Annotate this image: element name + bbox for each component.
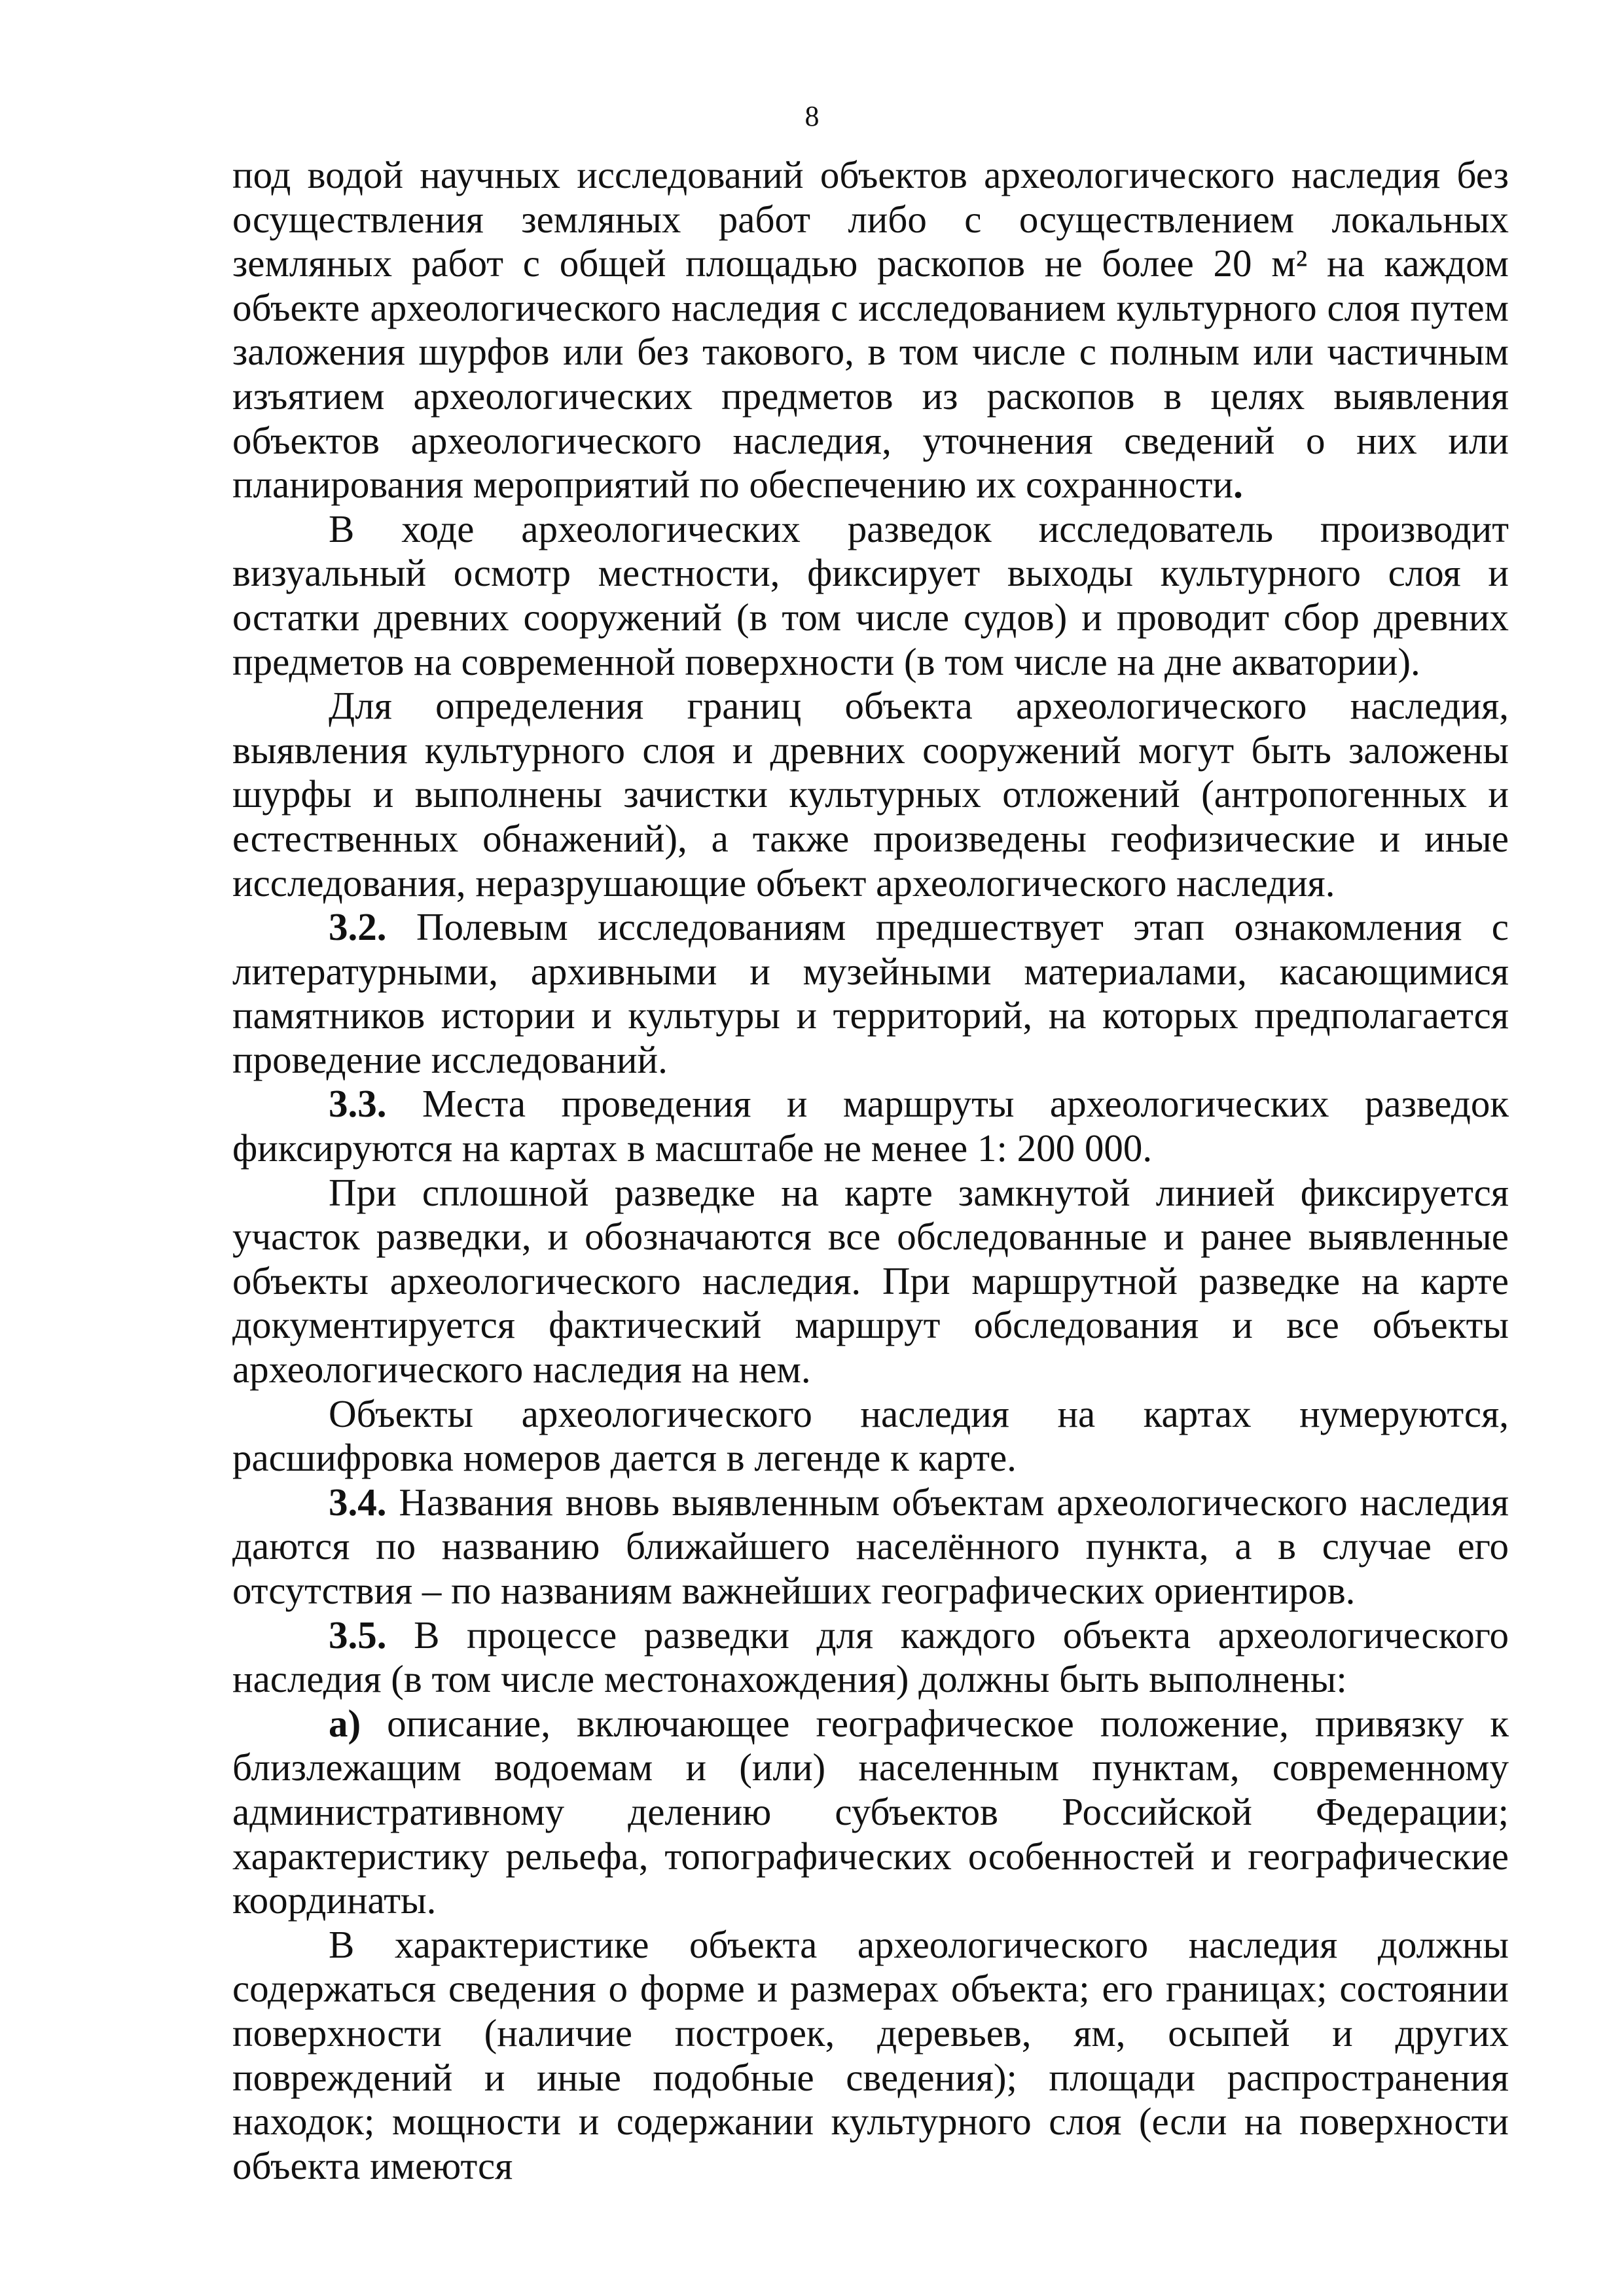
bold-text-run: . (1233, 463, 1243, 507)
paragraph (232, 1171, 1509, 1392)
text-run: В характеристике объекта археологического наследия должны содержаться сведения о форме и размерах объекта; его границах; состоянии поверхности (наличие построек, деревьев, ям, осыпей и других повреждений и иные подобные сведения); площади распространения находок; мощности и содержании культурного слоя (если на поверхности объекта имеются (232, 1922, 1509, 2187)
bold-text-run: 3.3. (329, 1082, 387, 1126)
bold-text-run: 3.5. (329, 1613, 387, 1657)
paragraph (232, 1702, 1509, 1923)
paragraph (232, 507, 1509, 684)
paragraph (232, 1082, 1509, 1170)
paragraph (232, 684, 1509, 905)
paragraph (232, 905, 1509, 1082)
bold-text-run: 3.2. (329, 905, 387, 949)
text-run: Полевым исследованиям предшествует этап ознакомления с литературными, архивными и музейными материалами, касающимися памятников истории и культуры и территорий, на которых предполагается проведение исследований. (232, 905, 1509, 1081)
text-run: описание, включающее географическое положение, привязку к близлежащим водоемам и (или) населенным пунктам, современному административному делению субъектов Российской Федерации; характеристику рельефа, топографических особенностей и географические координаты. (232, 1701, 1509, 1922)
bold-text-run: 3.4. (329, 1480, 387, 1524)
text-run: Для определения границ объекта археологического наследия, выявления культурного слоя и древних сооружений могут быть заложены шурфы и выполнены зачистки культурных отложений (антропогенных и естественных обнажений), а также произведены геофизические и иные исследования, неразрушающие объект археологического наследия. (232, 684, 1509, 905)
paragraph (232, 1480, 1509, 1613)
text-run: под водой научных исследований объектов археологического наследия без осуществления земляных работ либо с осуществлением локальных земляных работ с общей площадью раскопов не более 20 м² на каждом объекте археологического наследия с исследованием культурного слоя путем заложения шурфов или без такового, в том числе с полным или частичным изъятием археологических предметов из раскопов в целях выявления объектов археологического наследия, уточнения сведений о них или планирования мероприятий по обеспечению их сохранности (232, 153, 1509, 507)
text-run: В ходе археологических разведок исследователь производит визуальный осмотр местности, фиксирует выходы культурного слоя и остатки древних сооружений (в том числе судов) и проводит сбор древних предметов на современной поверхности (в том числе на дне акватории). (232, 507, 1509, 683)
text-run: В процессе разведки для каждого объекта археологического наследия (в том числе местонахождения) должны быть выполнены: (232, 1613, 1509, 1701)
paragraph (232, 153, 1509, 507)
text-run: При сплошной разведке на карте замкнутой линией фиксируется участок разведки, и обозначаются все обследованные и ранее выявленные объекты археологического наследия. При маршрутной разведке на карте документируется фактический маршрут обследования и все объекты археологического наследия на нем. (232, 1170, 1509, 1391)
text-run: Места проведения и маршруты археологических разведок фиксируются на картах в масштабе не менее 1: 200 000. (232, 1082, 1509, 1170)
paragraph (232, 1613, 1509, 1702)
paragraph (232, 1392, 1509, 1480)
document-body (232, 153, 1509, 2188)
bold-text-run: а) (329, 1701, 361, 1745)
text-run: Названия вновь выявленным объектам археологического наследия даются по названию ближайшего населённого пункта, а в случае его отсутствия – по названиям важнейших географических ориентиров. (232, 1480, 1509, 1612)
paragraph (232, 1923, 1509, 2189)
text-run: Объекты археологического наследия на картах нумеруются, расшифровка номеров дается в легенде к карте. (232, 1391, 1509, 1480)
page-number: 8 (804, 100, 820, 132)
